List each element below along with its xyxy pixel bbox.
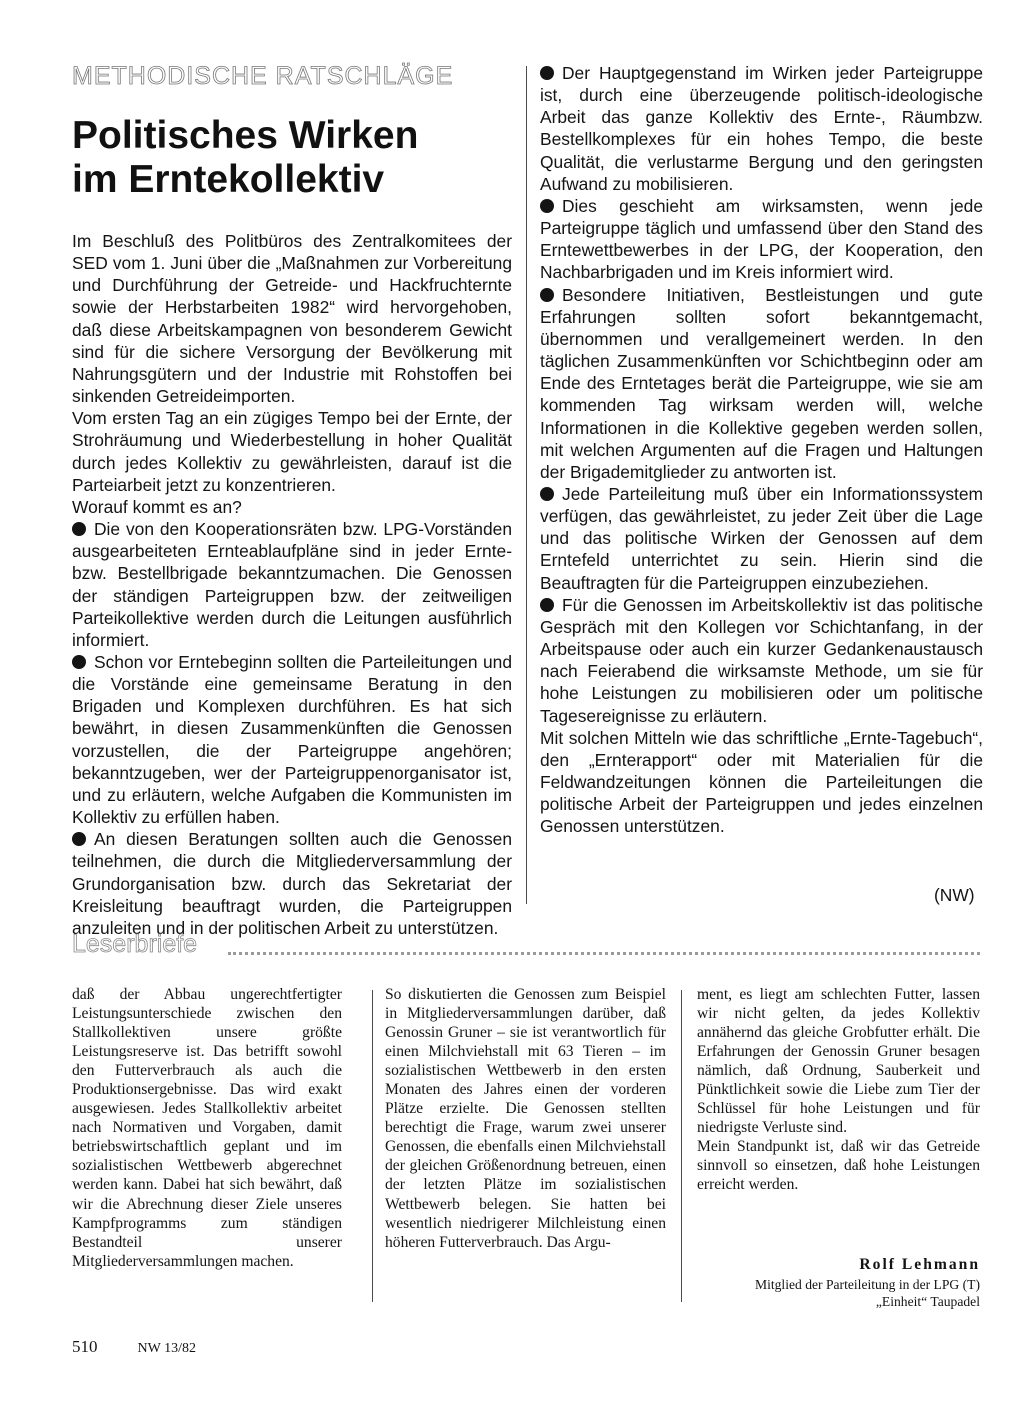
article-bullet-item: Dies geschieht am wirksamsten, wenn jede Parteigruppe täglich und umfassend über den Stand des Erntewettbewerbes in der LPG, der Kooperation, den Nachbarbrigaden und im Kreis informiert wird.: [540, 195, 983, 283]
letter-column-2: [385, 985, 666, 1252]
article-bullet-item: Die von den Kooperationsräten bzw. LPG-Vorständen ausgearbeiteten Ernteablaufpläne sind in jeder Ernte- bzw. Bestellbrigade bekanntzumachen. Die Genossen der ständigen Parteigruppen bzw. der zeitweiligen Parteikollektive werden durch die Leitungen ausführlich informiert.: [72, 519, 512, 650]
letter-paragraph: daß der Abbau ungerechtfertigter Leistungsunterschiede zwischen den Stallkollektiven unsere größte Leistungsreserve ist. Das betrifft sowohl den Futterverbrauch als auch die Produktionsergebnisse. Das wird exakt ausgewiesen. Jedes Stallkollektiv arbeitet nach Normativen und Vorgaben, damit betriebswirtschaftlich geplant und im sozialistischen Wettbewerb abgerechnet werden kann. Dabei hat sich bewährt, daß wir die Abrechnung dieser Ziele unseres Kampfprogramms zum ständigen Bestandteil unserer Mitgliederversammlungen machen.: [72, 986, 342, 1270]
author-role-line-1: Mitglied der Parteileitung in der LPG (T): [754, 1277, 980, 1292]
page-footer: [72, 1337, 196, 1357]
letter-column-1: [72, 985, 342, 1271]
article-paragraph: Vom ersten Tag an ein zügiges Tempo bei der Ernte, der Strohräumung und Wiederbestellung in hoher Qualität durch jedes Kollektiv zu gewährleisten, darauf ist die Parteiarbeit jetzt zu konzentrieren.: [72, 408, 512, 495]
bullet-icon: [72, 522, 86, 536]
article-question: Worauf kommt es an?: [72, 496, 242, 517]
article-column-right: [540, 62, 983, 837]
bullet-icon: [540, 288, 554, 302]
letter-author-name: Rolf Lehmann: [859, 1256, 980, 1273]
headline-line-1: Politisches Wirken: [72, 114, 419, 157]
letter-column-3: [697, 985, 980, 1195]
article-paragraph: Mit solchen Mitteln wie das schriftliche „Ernte-Tagebuch“, den „Ernterapport“ oder mit Materialien für die Feldwandzeitungen können die Parteileitungen die politische Arbeit der Parteigruppen und jedes einzelnen Genossen unterstützen.: [540, 727, 983, 837]
article-bullet-item: Der Hauptgegenstand im Wirken jeder Parteigruppe ist, durch eine überzeugende politisch-ideologische Arbeit das ganze Kollektiv des Ernte-, Räumbzw. Bestellkomplexes für ein hohes Tempo, die beste Qualität, die verlustarme Bergung und den geringsten Aufwand zu mobilisieren.: [540, 63, 983, 194]
letter-column-divider: [681, 990, 682, 1302]
section-kicker: METHODISCHE RATSCHLÄGE: [72, 62, 454, 90]
issue-label: NW 13/82: [137, 1341, 196, 1356]
page-number: 510: [72, 1337, 98, 1356]
article-bullet-item: Schon vor Erntebeginn sollten die Parteileitungen und die Vorstände eine gemeinsame Beratung in den Brigaden und Komplexen durchführen. Es hat sich bewährt, in diesen Zusammenkünften die Genossen vorzustellen, die der Parteigruppe angehören; bekanntzugeben, wer der Parteigruppenorganisator ist, und zu erläutern, welche Aufgaben die Kommunisten im Kollektiv zu erfüllen haben.: [72, 651, 512, 828]
letter-paragraph: So diskutierten die Genossen zum Beispiel in Mitgliederversammlungen darüber, daß Genossin Gruner – sie ist verantwortlich für einen Milchviehstall mit 63 Tieren – im sozialistischen Wettbewerb in den ersten Monaten des Jahres einen der vorderen Plätze erzielte. Die Genossen stellten berechtigt die Frage, warum zwei unserer Genossen, die ebenfalls einen Milchviehstall der gleichen Größenordnung betreuen, einen der letzten Plätze im sozialistischen Wettbewerb belegen. Sie hatten bei wesentlich niedrigerer Milchleistung einen höheren Futterverbrauch. Das Argu-: [385, 986, 666, 1251]
letters-title-rule: [228, 952, 980, 955]
letter-paragraph: ment, es liegt am schlechten Futter, lassen wir nicht gelten, da jedes Kollektiv annähernd das gleiche Grobfutter erhält. Die Erfahrungen der Genossin Gruner besagen nämlich, daß Ordnung, Sauberkeit und Pünktlichkeit sowie die Liebe zum Tier der Schlüssel für hohe Leistungen und für niedrigste Verluste sind.: [697, 986, 980, 1137]
bullet-icon: [72, 832, 86, 846]
bullet-icon: [540, 598, 554, 612]
article-signature: (NW): [934, 885, 975, 905]
article-column-left: [72, 230, 512, 939]
bullet-icon: [540, 66, 554, 80]
bullet-icon: [540, 199, 554, 213]
column-divider: [526, 66, 527, 904]
article-headline: [72, 114, 512, 202]
author-role-line-2: „Einheit“ Taupadel: [875, 1294, 980, 1309]
article-bullet-item: An diesen Beratungen sollten auch die Genossen teilnehmen, die durch die Mitgliederversammlung der Grundorganisation bzw. durch das Sekretariat der Kreisleitung beauftragt wurden, die Parteigruppen anzuleiten und in der politischen Arbeit zu unterstützen.: [72, 829, 512, 938]
letter-paragraph: Mein Standpunkt ist, daß wir das Getreide sinnvoll so einsetzen, daß hohe Leistungen erreicht werden.: [697, 1138, 980, 1194]
headline-line-2: im Erntekollektiv: [72, 158, 385, 201]
article-bullet-item: Jede Parteileitung muß über ein Informationssystem verfügen, das gewährleistet, zu jeder Zeit über die Lage und das politische Wirken der Genossen auf dem Erntefeld unterrichtet zu sein. Hierin sind die Beauftragten für die Parteigruppen einzubeziehen.: [540, 483, 983, 593]
letters-section-title: Leserbriefe: [72, 930, 198, 958]
bullet-icon: [540, 487, 554, 501]
article-bullet-item: Für die Genossen im Arbeitskollektiv ist das politische Gespräch mit den Kollegen vor Schichtanfang, in der Arbeitspause oder auch ein kurzer Gedankenaustausch nach Feierabend die wirksamste Methode, um sie für hohe Leistungen zu mobilisieren oder um politische Tagesereignisse zu erläutern.: [540, 594, 983, 726]
bullet-icon: [72, 655, 86, 669]
article-paragraph: Im Beschluß des Politbüros des Zentralkomitees der SED vom 1. Juni über die „Maßnahmen zur Vorbereitung und Durchführung der Getreide- und Hackfruchternte sowie der Herbstarbeiten 1982“ wird hervorgehoben, daß diese Arbeitskampagnen von besonderem Gewicht sind für die sichere Versorgung der Bevölkerung mit Nahrungsgütern und der Industrie mit Rohstoffen bei sinkenden Getreideimporten.: [72, 231, 512, 407]
article-bullet-item: Besondere Initiativen, Bestleistungen und gute Erfahrungen sollten sofort bekanntgemacht, übernommen und verallgemeinert werden. In den täglichen Zusammenkünften vor Schichtbeginn oder am Ende des Erntetages berät die Parteigruppe, wie sie am kommenden Tag wirksam werden will, welche Informationen in die Kollektive gegeben werden sollen, mit welchen Argumenten auf die Fragen und Haltungen der Brigademitglieder zu antworten ist.: [540, 284, 983, 482]
letter-author-role: [697, 1276, 980, 1310]
letter-column-divider: [372, 990, 373, 1302]
